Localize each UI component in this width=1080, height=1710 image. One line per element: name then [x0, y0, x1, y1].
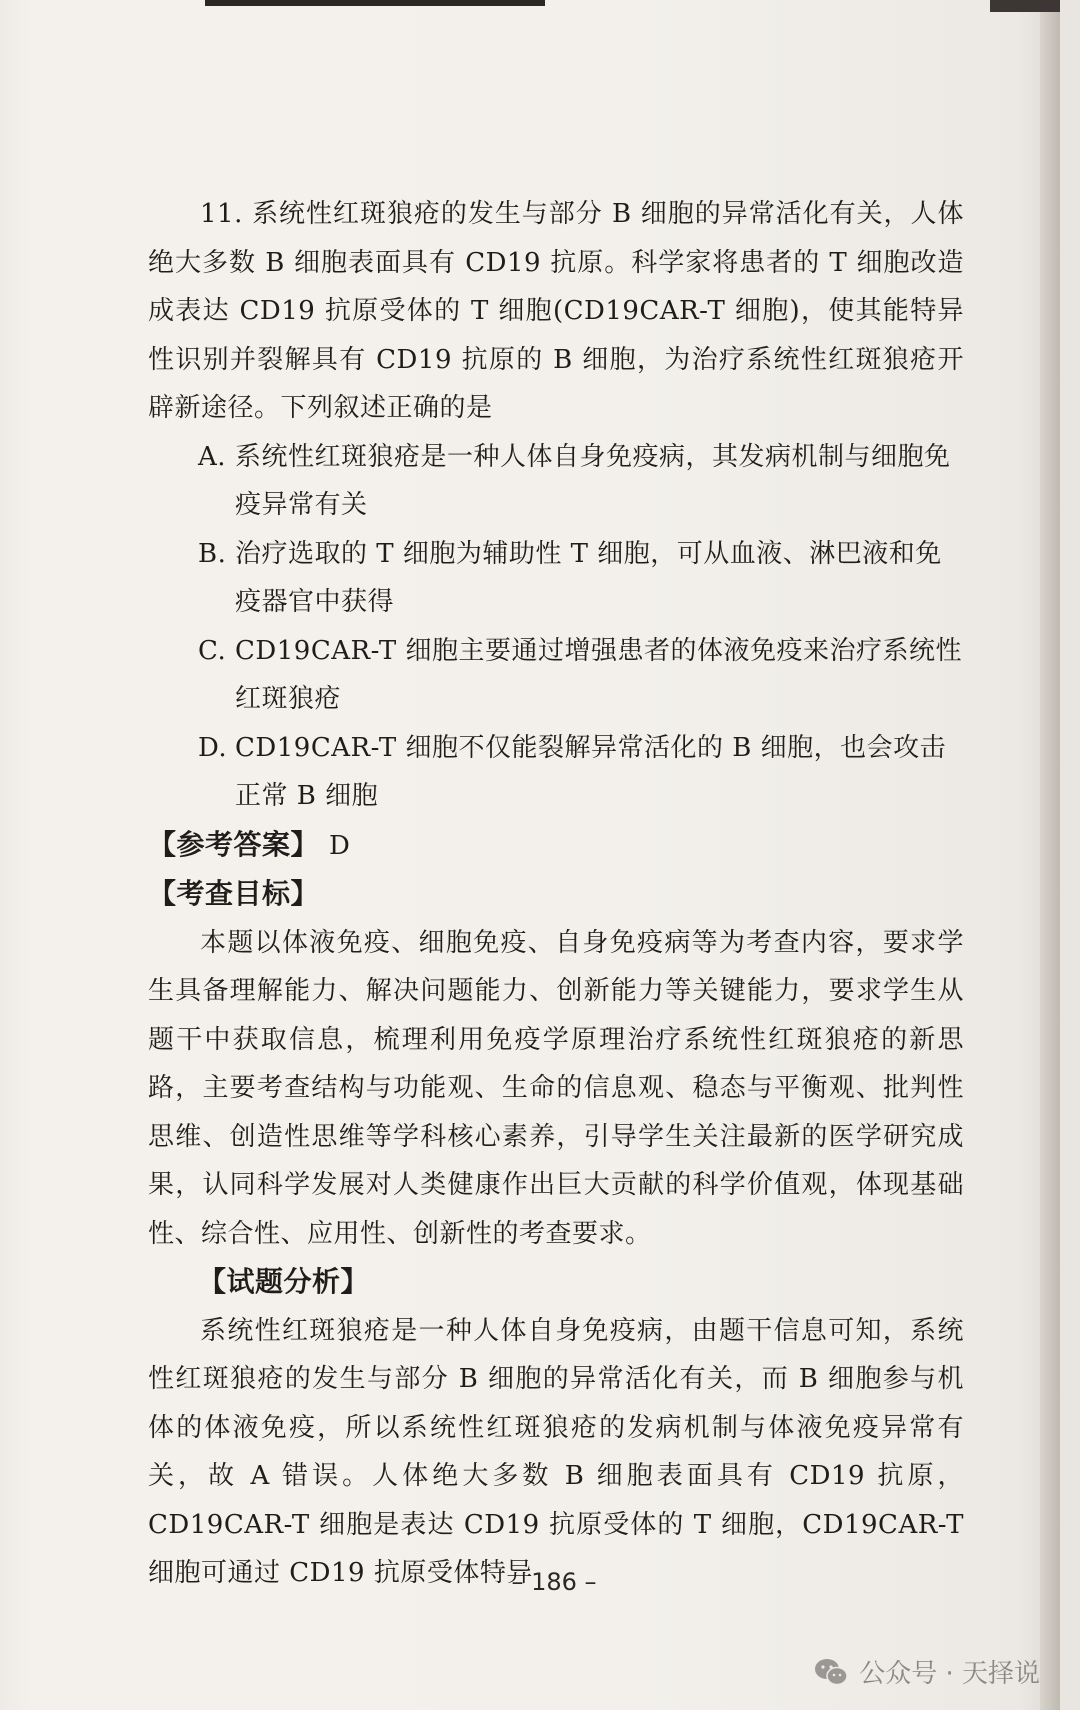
answer-heading: 【参考答案】 [148, 827, 320, 861]
option-text: 系统性红斑狼疮是一种人体自身免疫病，其发病机制与细胞免疫异常有关 [235, 441, 951, 520]
option-text: 治疗选取的 T 细胞为辅助性 T 细胞，可从血液、淋巴液和免疫器官中获得 [235, 538, 942, 617]
answer-line [148, 821, 964, 871]
option-letter: A. [198, 441, 227, 472]
objective-text: 本题以体液免疫、细胞免疫、自身免疫病等为考查内容，要求学生具备理解能力、解决问题能力、创新能力等关键能力，要求学生从题干中获取信息，梳理利用免疫学原理治疗系统性红斑狼疮的新思路，主要考查结构与功能观、生命的信息观、稳态与平衡观、批判性思维、创造性思维等学科核心素养，引导学生关注最新的医学研究成果，认同科学发展对人类健康作出巨大贡献的科学价值观，体现基础性、综合性、应用性、创新性的考查要求。 [148, 927, 964, 1249]
option-letter: C. [198, 635, 227, 666]
option-text: CD19CAR-T 细胞主要通过增强患者的体液免疫来治疗系统性红斑狼疮 [235, 635, 963, 714]
answer-value: D [329, 830, 351, 861]
option-letter: B. [198, 538, 227, 569]
question-stem: 11. 系统性红斑狼疮的发生与部分 B 细胞的异常活化有关，人体绝大多数 B 细胞表面具有 CD19 抗原。科学家将患者的 T 细胞改造成表达 CD19 抗原受体的 T 细胞(CD19CAR-T 细胞)，使其能特异性识别并裂解具有 CD19 抗原的 B 细胞，为治疗系统性红斑狼疮开辟新途径。下列叙述正确的是 [148, 199, 964, 423]
corner-shadow [990, 0, 1060, 12]
option-a [198, 433, 964, 530]
watermark-text: 公众号 · 天择说 [859, 1659, 1040, 1689]
page-number: – 186 – [511, 1568, 597, 1596]
option-letter: D. [198, 732, 228, 763]
option-b [198, 530, 964, 627]
objective-heading: 【考查目标】 [148, 877, 320, 910]
top-edge-shadow [205, 0, 545, 6]
wechat-icon [813, 1657, 849, 1687]
watermark [813, 1653, 1040, 1690]
option-c [198, 627, 964, 724]
option-d [198, 724, 964, 821]
option-text: CD19CAR-T 细胞不仅能裂解异常活化的 B 细胞，也会攻击正常 B 细胞 [235, 732, 947, 811]
page-content [148, 190, 964, 1598]
analysis-heading: 【试题分析】 [198, 1265, 370, 1298]
analysis-text: 系统性红斑狼疮是一种人体自身免疫病，由题干信息可知，系统性红斑狼疮的发生与部分 B 细胞的异常活化有关，而 B 细胞参与机体的体液免疫，所以系统性红斑狼疮的发病机制与体液免疫异常有关，故 A 错误。人体绝大多数 B 细胞表面具有 CD19 抗原，CD19CAR-T 细胞是表达 CD19 抗原受体的 T 细胞，CD19CAR-T 细胞可通过 CD19 抗原受体特异 [148, 1315, 964, 1588]
right-page-edge [1040, 0, 1060, 1710]
